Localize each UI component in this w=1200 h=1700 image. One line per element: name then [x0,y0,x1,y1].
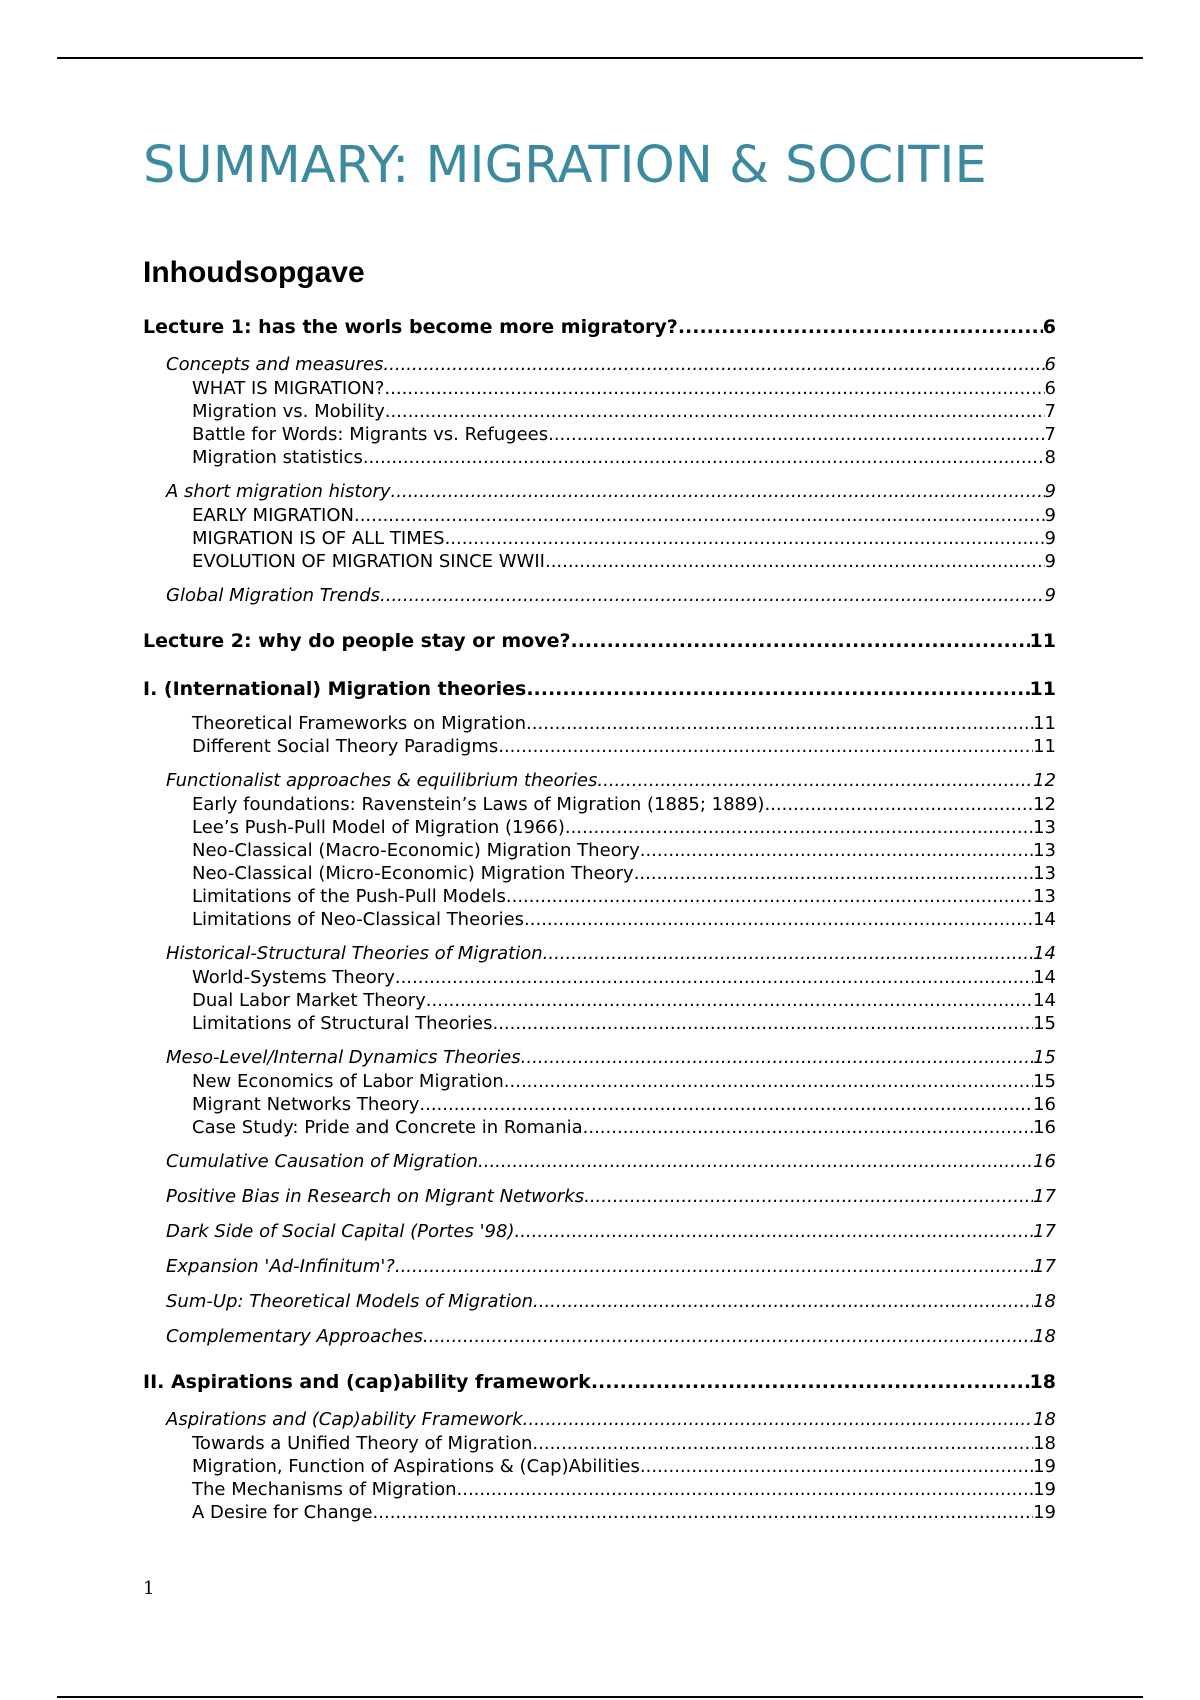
toc-entry-page: 14 [1033,909,1056,930]
toc-entry-label: Early foundations: Ravenstein’s Laws of Migration (1885; 1889) [192,794,765,815]
toc-entry[interactable] [143,1093,1056,1116]
toc-leader-dots [583,1116,1033,1139]
toc-entry[interactable] [143,504,1056,527]
toc-entry-label: Migration statistics [192,447,363,468]
toc-entry-label: Expansion 'Ad-Infinitum'? [166,1256,395,1277]
toc-entry-label: Different Social Theory Paradigms [192,736,499,757]
toc-entry-page: 13 [1033,840,1056,861]
toc-leader-dots [383,353,1044,377]
toc-entry-label: Complementary Approaches [166,1326,423,1347]
toc-leader-dots [504,1070,1033,1093]
toc-entry-label: A Desire for Change [192,1502,373,1523]
toc-entry[interactable] [143,1116,1056,1139]
toc-entry[interactable] [143,966,1056,989]
toc-entry-label: Aspirations and (Cap)ability Framework [166,1409,523,1430]
toc-leader-dots [521,1046,1033,1070]
toc-leader-dots [591,1367,1030,1397]
toc-entry[interactable] [143,353,1056,377]
toc-entry-page: 19 [1033,1479,1056,1500]
toc-entry[interactable] [143,550,1056,573]
toc-leader-dots [514,1220,1033,1244]
toc-entry-page: 12 [1033,794,1056,815]
toc-entry[interactable] [143,1325,1056,1349]
toc-entry[interactable] [143,423,1056,446]
toc-leader-dots [498,735,1033,758]
toc-entry-label: A short migration history [166,481,391,502]
toc-leader-dots [634,862,1033,885]
toc-entry-page: 8 [1044,447,1056,468]
toc-entry[interactable] [143,793,1056,816]
toc-leader-dots [543,942,1033,966]
toc-entry[interactable] [143,377,1056,400]
toc-entry-page: 14 [1033,943,1056,964]
toc-entry-page: 16 [1033,1151,1056,1172]
toc-leader-dots [373,1501,1034,1524]
toc-entry-label: Functionalist approaches & equilibrium theories [166,770,598,791]
toc-entry[interactable] [143,1478,1056,1501]
toc-entry-page: 15 [1033,1071,1056,1092]
toc-leader-dots [354,504,1045,527]
toc-leader-dots [526,674,1029,704]
toc-leader-dots [584,1185,1033,1209]
toc-leader-dots [570,626,1029,656]
toc-leader-dots [384,377,1044,400]
toc-entry-page: 9 [1044,505,1056,526]
toc-entry-label: EARLY MIGRATION [192,505,354,526]
toc-leader-dots [548,423,1044,446]
toc-entry-page: 18 [1033,1326,1056,1347]
toc-leader-dots [419,1093,1033,1116]
toc-entry[interactable] [143,769,1056,793]
toc-leader-dots [597,769,1033,793]
toc-entry[interactable] [143,1012,1056,1035]
toc-entry-label: Dark Side of Social Capital (Portes '98) [166,1221,515,1242]
toc-entry-label: WHAT IS MIGRATION? [192,378,385,399]
toc-entry[interactable] [143,626,1056,656]
toc-leader-dots [565,816,1033,839]
toc-entry[interactable] [143,1367,1056,1397]
toc-entry[interactable] [143,1070,1056,1093]
toc-entry-label: Dual Labor Market Theory [192,990,426,1011]
toc-entry[interactable] [143,674,1056,704]
toc-entry-label: EVOLUTION OF MIGRATION SINCE WWII [192,551,545,572]
toc-entry-label: Migration, Function of Aspirations & (Cap)Abilities [192,1456,640,1477]
toc-entry-page: 16 [1033,1117,1056,1138]
toc-entry-label: Meso-Level/Internal Dynamics Theories [166,1047,521,1068]
toc-entry-label: Limitations of the Push-Pull Models [192,886,506,907]
toc-entry-page: 9 [1044,481,1056,502]
toc-leader-dots [391,480,1045,504]
toc-entry[interactable] [143,1150,1056,1174]
toc-leader-dots [532,1432,1033,1455]
toc-entry[interactable] [143,816,1056,839]
toc-entry[interactable] [143,908,1056,931]
toc-entry[interactable] [143,989,1056,1012]
toc-leader-dots [457,1478,1034,1501]
toc-entry-page: 11 [1033,736,1056,757]
toc-leader-dots [380,584,1045,608]
footer-rule [57,1696,1143,1698]
toc-entry-page: 19 [1033,1456,1056,1477]
toc-leader-dots [423,1325,1033,1349]
toc-leader-dots [506,885,1033,908]
toc-entry-page: 13 [1033,863,1056,884]
toc-entry-label: New Economics of Labor Migration [192,1071,504,1092]
toc-entry-page: 18 [1033,1433,1056,1454]
toc-entry-page: 12 [1033,770,1056,791]
toc-leader-dots [395,1255,1033,1279]
toc-entry-label: The Mechanisms of Migration [192,1479,457,1500]
toc-entry-label: Lecture 1: has the worls become more migratory? [143,316,678,338]
toc-entry-page: 17 [1033,1186,1056,1207]
toc-leader-dots [363,446,1045,469]
toc-entry-page: 9 [1044,585,1056,606]
toc-entry[interactable] [143,1220,1056,1244]
toc-leader-dots [640,1455,1033,1478]
toc-entry-page: 6 [1042,316,1056,338]
toc-entry-page: 15 [1033,1013,1056,1034]
toc-entry-page: 11 [1033,713,1056,734]
toc-entry[interactable] [143,1290,1056,1314]
toc-entry-label: Limitations of Neo-Classical Theories [192,909,525,930]
toc-entry-label: Lee’s Push-Pull Model of Migration (1966) [192,817,565,838]
toc-entry-page: 7 [1044,424,1056,445]
toc-entry[interactable] [143,446,1056,469]
toc-leader-dots [533,1290,1033,1314]
toc-entry-page: 14 [1033,990,1056,1011]
toc-entry-label: Towards a Unified Theory of Migration [192,1433,533,1454]
toc-entry[interactable] [143,1255,1056,1279]
toc-entry-page: 17 [1033,1256,1056,1277]
toc-entry-page: 6 [1044,378,1056,399]
toc-entry-page: 18 [1033,1409,1056,1430]
toc-entry-label: Cumulative Causation of Migration [166,1151,479,1172]
toc-entry[interactable] [143,400,1056,423]
toc-leader-dots [524,908,1033,931]
toc-entry-label: Concepts and measures [166,354,384,375]
toc-entry[interactable] [143,712,1056,735]
toc-entry[interactable] [143,584,1056,608]
toc-entry-label: Sum-Up: Theoretical Models of Migration [166,1291,534,1312]
toc-entry-page: 7 [1044,401,1056,422]
toc-entry-page: 18 [1029,1371,1056,1393]
toc-entry-page: 11 [1029,678,1056,700]
toc-leader-dots [764,793,1033,816]
toc-entry-label: Theoretical Frameworks on Migration [192,713,527,734]
toc-entry-label: I. (International) Migration theories [143,678,527,700]
toc-leader-dots [678,312,1043,342]
toc-entry-label: Historical-Structural Theories of Migration [166,943,543,964]
toc-entry[interactable] [143,1046,1056,1070]
toc-entry[interactable] [143,1408,1056,1432]
toc-leader-dots [445,527,1045,550]
toc-entry-label: Migrant Networks Theory [192,1094,420,1115]
table-of-contents [143,312,1056,1524]
toc-entry[interactable] [143,527,1056,550]
toc-entry[interactable] [143,1185,1056,1209]
toc-entry-label: MIGRATION IS OF ALL TIMES [192,528,445,549]
toc-entry-label: II. Aspirations and (cap)ability framework [143,1371,591,1393]
toc-entry[interactable] [143,312,1056,342]
toc-entry-page: 6 [1044,354,1056,375]
toc-entry-page: 9 [1044,551,1056,572]
toc-entry-page: 11 [1029,630,1056,652]
toc-leader-dots [526,712,1033,735]
toc-entry[interactable] [143,942,1056,966]
toc-entry-page: 18 [1033,1291,1056,1312]
toc-entry-label: Case Study: Pride and Concrete in Romania [192,1117,583,1138]
toc-leader-dots [395,966,1033,989]
toc-entry-page: 15 [1033,1047,1056,1068]
toc-entry-label: Neo-Classical (Micro-Economic) Migration Theory [192,863,634,884]
toc-entry-page: 9 [1044,528,1056,549]
toc-entry-label: Positive Bias in Research on Migrant Networks [166,1186,585,1207]
toc-entry-label: Battle for Words: Migrants vs. Refugees [192,424,549,445]
document-title: SUMMARY: MIGRATION & SOCITIE [143,136,987,195]
toc-entry-label: Lecture 2: why do people stay or move? [143,630,571,652]
toc-leader-dots [640,839,1033,862]
toc-entry-page: 13 [1033,817,1056,838]
toc-entry[interactable] [143,862,1056,885]
toc-leader-dots [492,1012,1033,1035]
toc-entry-page: 13 [1033,886,1056,907]
toc-entry-label: Limitations of Structural Theories [192,1013,493,1034]
toc-entry-page: 17 [1033,1221,1056,1242]
toc-leader-dots [426,989,1033,1012]
toc-entry-label: Global Migration Trends [166,585,381,606]
toc-entry[interactable] [143,1501,1056,1524]
toc-leader-dots [478,1150,1033,1174]
toc-entry-label: Migration vs. Mobility [192,401,385,422]
toc-leader-dots [523,1408,1033,1432]
toc-entry[interactable] [143,1455,1056,1478]
toc-entry[interactable] [143,1432,1056,1455]
toc-entry[interactable] [143,480,1056,504]
toc-entry-label: World-Systems Theory [192,967,395,988]
toc-leader-dots [385,400,1045,423]
toc-entry-label: Neo-Classical (Macro-Economic) Migration Theory [192,840,640,861]
toc-entry[interactable] [143,839,1056,862]
page-number: 1 [143,1578,155,1599]
toc-entry-page: 16 [1033,1094,1056,1115]
toc-entry-page: 14 [1033,967,1056,988]
toc-leader-dots [545,550,1045,573]
toc-entry[interactable] [143,735,1056,758]
header-rule [57,57,1143,59]
toc-entry-page: 19 [1033,1502,1056,1523]
toc-entry[interactable] [143,885,1056,908]
toc-heading: Inhoudsopgave [143,256,365,289]
